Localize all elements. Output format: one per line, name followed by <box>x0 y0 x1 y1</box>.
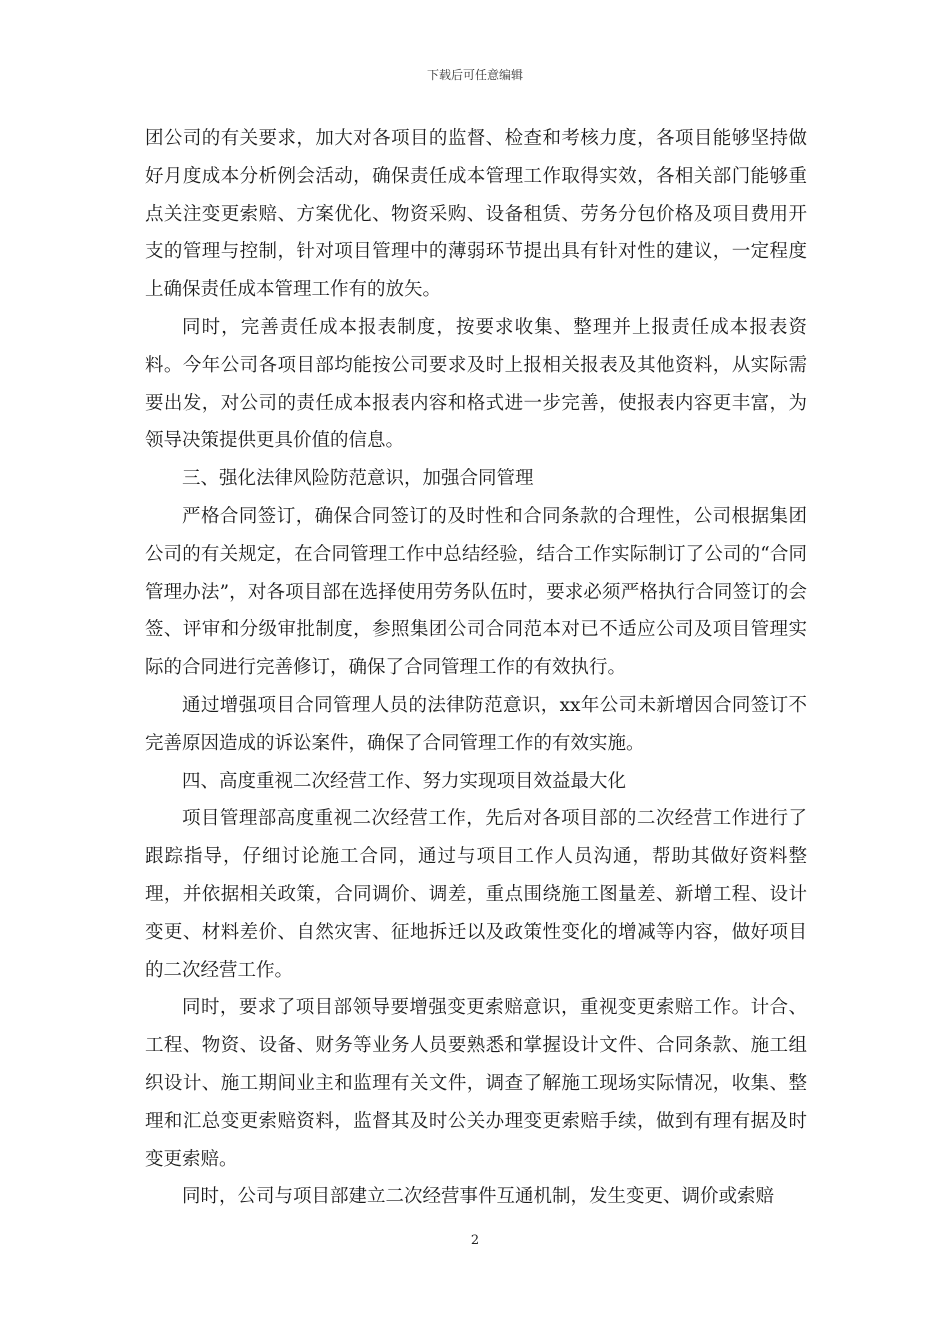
page-number: 2 <box>470 1233 480 1248</box>
paragraph-8: 同时，要求了项目部领导要增强变更索赔意识，重视变更索赔工作。计合、工程、物资、设备、财务等业务人员要熟悉和掌握设计文件、合同条款、施工组织设计、施工期间业主和监理有关文件，调查了解施工现场实际情况，收集、整理和汇总变更索赔资料，监督其及时公关办理变更索赔手续，做到有理有据及时变更索赔。 <box>145 997 807 1170</box>
section-heading-4: 四、高度重视二次经营工作、努力实现项目效益最大化 <box>182 770 627 792</box>
paragraph-4: 严格合同签订，确保合同签订的及时性和合同条款的合理性，公司根据集团公司的有关规定，在合同管理工作中总结经验，结合工作实际制订了公司的“合同管理办法”，对各项目部在选择使用劳务队伍时，要求必须严格执行合同签订的会签、评审和分级审批制度，参照集团公司合同范本对已不适应公司及项目管理实际的合同进行完善修订，确保了合同管理工作的有效执行。 <box>145 505 807 679</box>
document-body <box>145 120 807 1216</box>
paragraph-5: 通过增强项目合同管理人员的法律防范意识，xx年公司未新增因合同签订不完善原因造成的诉讼案件，确保了合同管理工作的有效实施。 <box>145 694 807 754</box>
paragraph-1: 团公司的有关要求，加大对各项目的监督、检查和考核力度，各项目能够坚持做好月度成本分析例会活动，确保责任成本管理工作取得实效，各相关部门能够重点关注变更索赔、方案优化、物资采购、设备租赁、劳务分包价格及项目费用开支的管理与控制，针对项目管理中的薄弱环节提出具有针对性的建议，一定程度上确保责任成本管理工作有的放矢。 <box>145 128 807 301</box>
paragraph-9: 同时，公司与项目部建立二次经营事件互通机制，发生变更、调价或索赔 <box>182 1186 775 1208</box>
page-header-note: 下载后可任意编辑 <box>426 68 523 82</box>
paragraph-2: 同时，完善责任成本报表制度，按要求收集、整理并上报责任成本报表资料。今年公司各项目部均能按公司要求及时上报相关报表及其他资料，从实际需要出发，对公司的责任成本报表内容和格式进一步完善，使报表内容更丰富，为领导决策提供更具价值的信息。 <box>145 316 807 452</box>
paragraph-7: 项目管理部高度重视二次经营工作，先后对各项目部的二次经营工作进行了跟踪指导，仔细讨论施工合同，通过与项目工作人员沟通，帮助其做好资料整理，并依据相关政策，合同调价、调差，重点围绕施工图量差、新增工程、设计变更、材料差价、自然灾害、征地拆迁以及政策性变化的增减等内容，做好项目的二次经营工作。 <box>145 808 807 981</box>
section-heading-3: 三、强化法律风险防范意识，加强合同管理 <box>182 468 534 490</box>
